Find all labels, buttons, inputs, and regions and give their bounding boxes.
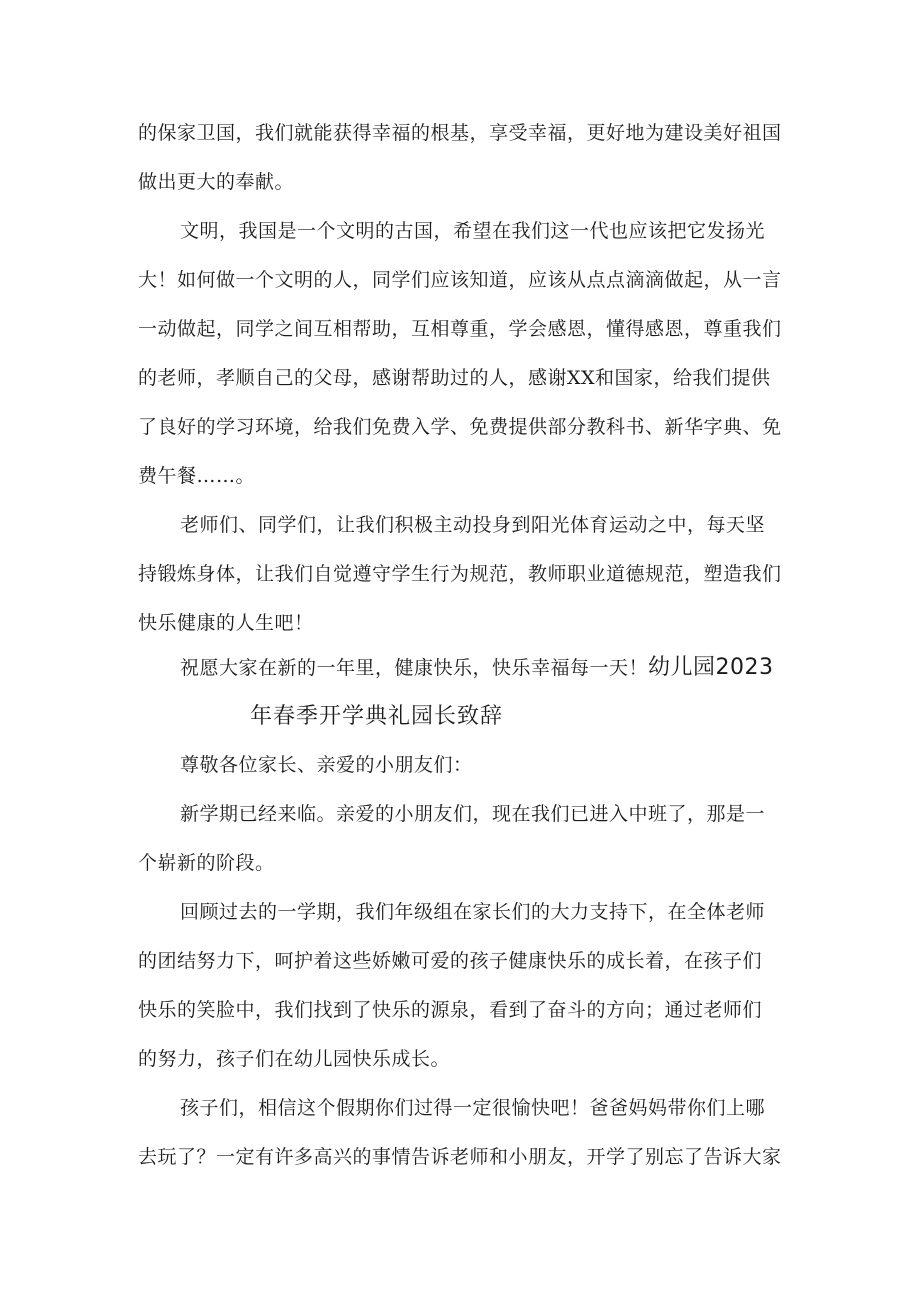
text-line: 的团结努力下，呵护着这些娇嫩可爱的孩子健康快乐的成长着，在孩子们 — [138, 950, 763, 972]
text-line: 快乐健康的人生吧！ — [138, 612, 314, 634]
text-line: 持锻炼身体，让我们自觉遵守学生行为规范，教师职业道德规范，塑造我们 — [138, 563, 782, 585]
text-line-with-title — [180, 656, 774, 680]
text-line: 孩子们，相信这个假期你们过得一定很愉快吧！爸爸妈妈带你们上哪 — [180, 1097, 766, 1119]
text-line: 做出更大的奉献。 — [138, 171, 295, 193]
speech-title-part1: 幼儿园2023 — [648, 655, 774, 680]
text-line: 老师们、同学们，让我们积极主动投身到阳光体育运动之中，每天坚 — [180, 514, 766, 536]
text-line: 的老师，孝顺自己的父母，感谢帮助过的人，感谢XX和国家，给我们提供 — [138, 367, 771, 389]
closing-wish-text: 祝愿大家在新的一年里，健康快乐，快乐幸福每一天！ — [180, 657, 649, 679]
speech-title-part2: 年春季开学典礼园长致辞 — [250, 704, 504, 729]
text-line: 回顾过去的一学期，我们年级组在家长们的大力支持下，在全体老师 — [180, 901, 766, 923]
text-line: 大！如何做一个文明的人，同学们应该知道，应该从点点滴滴做起，从一言 — [138, 269, 782, 291]
text-line: 一动做起，同学之间互相帮助，互相尊重，学会感恩，懂得感恩，尊重我们 — [138, 318, 782, 340]
text-line: 的保家卫国，我们就能获得幸福的根基，享受幸福，更好地为建设美好祖国 — [138, 122, 782, 144]
salutation: 尊敬各位家长、亲爱的小朋友们： — [180, 754, 473, 776]
text-line: 的努力，孩子们在幼儿园快乐成长。 — [138, 1048, 451, 1070]
text-line: 新学期已经来临。亲爱的小朋友们，现在我们已进入中班了，那是一 — [180, 803, 766, 825]
text-line: 费午餐……。 — [138, 465, 256, 487]
text-line: 快乐的笑脸中，我们找到了快乐的源泉，看到了奋斗的方向；通过老师们 — [138, 999, 763, 1021]
text-line: 去玩了？一定有许多高兴的事情告诉老师和小朋友，开学了别忘了告诉大家 — [138, 1146, 782, 1168]
text-line: 了良好的学习环境，给我们免费入学、免费提供部分教科书、新华字典、免 — [138, 416, 782, 438]
text-line: 文明，我国是一个文明的古国，希望在我们这一代也应该把它发扬光 — [180, 220, 766, 242]
text-line: 个崭新的阶段。 — [138, 852, 275, 874]
